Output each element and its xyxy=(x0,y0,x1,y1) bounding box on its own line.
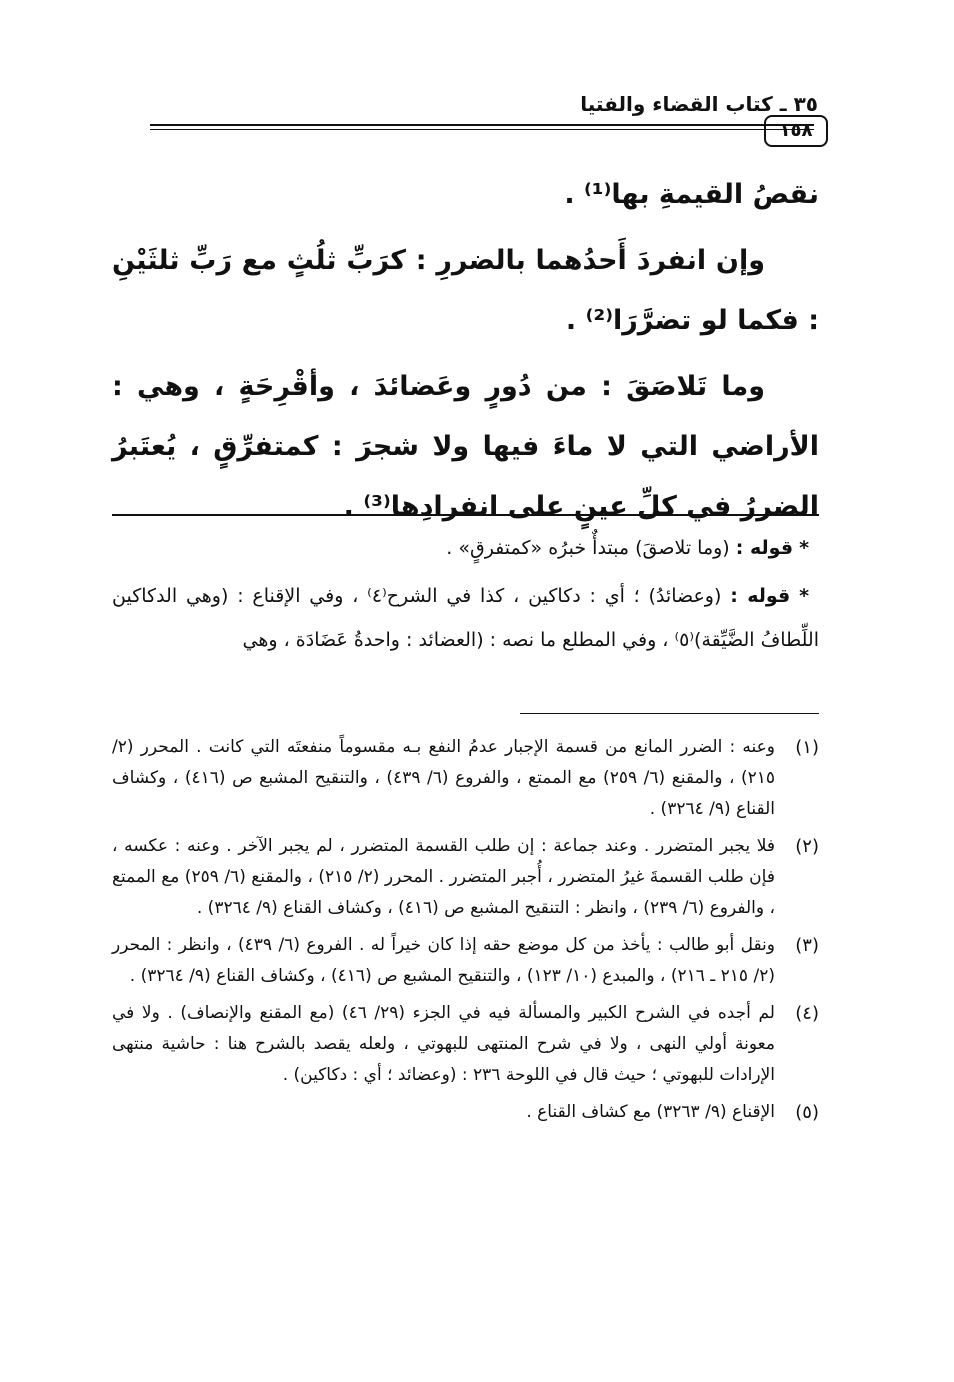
footnote-number: (٤) xyxy=(795,1003,819,1024)
footnote xyxy=(112,1097,819,1128)
footnote-number: (٣) xyxy=(795,935,819,956)
chapter-title: ٣٥ ـ كتاب القضاء والفتيا xyxy=(580,92,818,116)
commentary-item-1 xyxy=(112,526,819,570)
footnote-text: وعنه : الضرر المانع من قسمة الإجبار عدمُ النفع بـه مقسوماً منفعتَه التي كانت . المحرر (٢/ ٢١٥) ، والمقنع (٦/ ٢٥٩) مع الممتع ، والفروع (٦/ ٤٣٩) ، والتنقيح المشبع ص (٤١٦) ، وكشاف القناع (٩/ ٣٢٦٤) . xyxy=(112,737,776,819)
footnote xyxy=(112,998,819,1091)
footnote-number: (١) xyxy=(795,737,819,758)
commentary-label: قوله : xyxy=(730,585,791,607)
main-text xyxy=(112,165,819,537)
star-marker: * xyxy=(799,585,810,607)
footnote xyxy=(112,831,819,924)
star-marker: * xyxy=(799,537,809,559)
main-paragraph-2: وإن انفردَ أَحدُهما بالضررِ : كرَبِّ ثلُثٍ مع رَبِّ ثلثَيْنِ : فكما لو تضرَّرَا⁽²⁾ . xyxy=(112,245,819,336)
commentary-item-2 xyxy=(112,574,819,662)
footnote-text: فلا يجبر المتضرر . وعند جماعة : إن طلب القسمة المتضرر ، لم يجبر الآخر . وعنه : عكسه ، فإن طلب القسمةَ غيرُ المتضرر ، أُجبر المتضرر . المحرر (٢/ ٢١٥) ، والمقنع (٦/ ٢٥٩) مع الممتع ، والفروع (٦/ ٢٣٩) ، وانظر : التنقيح المشبع ص (٤١٦) ، وكشاف القناع (٩/ ٣٢٦٤) . xyxy=(112,836,775,918)
commentary-label: قوله : xyxy=(735,537,794,559)
footnotes xyxy=(112,732,819,1134)
footnote-text: لم أجده في الشرح الكبير والمسألة فيه في الجزء (٢٩/ ٤٦) (مع المقنع والإنصاف) . ولا في معونة أولي النهى ، ولا في شرح المنتهى للبهوتي ، ولعله يقصد بالشرح هنا : حاشية منتهى الإرادات للبهوتي ؛ حيث قال في اللوحة ٢٣٦ : (وعضائد ؛ أي : دكاكين) . xyxy=(112,1003,775,1085)
commentary-text: (وما تلاصقَ) مبتدأٌ خبرُه «كمتفرقٍ» . xyxy=(446,537,730,559)
header-rule-thin xyxy=(150,129,814,130)
header-rule xyxy=(150,124,814,126)
main-divider xyxy=(112,514,819,516)
page-number: ١٥٨ xyxy=(764,115,828,147)
footnote-number: (٥) xyxy=(795,1102,819,1123)
footnote xyxy=(112,732,819,825)
main-paragraph-1: نقصُ القيمةِ بها⁽¹⁾ . xyxy=(564,179,819,210)
commentary-text: (وعضائدُ) ؛ أي : دكاكين ، كذا في الشرح⁽٤⁾ ، وفي الإقناع : (وهي الدكاكين اللِّطافُ الضَّيِّقة)⁽٥⁾ ، وفي المطلع ما نصه : (العضائد : واحدةُ عَضَادَة ، وهي xyxy=(112,585,819,651)
footnote-divider xyxy=(520,713,819,714)
footnote-text: الإقناع (٩/ ٣٢٦٣) مع كشاف القناع . xyxy=(526,1102,775,1122)
commentary xyxy=(112,526,819,662)
footnote xyxy=(112,930,819,992)
main-paragraph-3: وما تَلاصَقَ : من دُورٍ وعَضائدَ ، وأقْرِحَةٍ ، وهي : الأراضي التي لا ماءَ فيها ولا شجرَ : كمتفرِّقٍ ، يُعتَبرُ الضررُ في كلِّ عينٍ على انفرادِها⁽³⁾ . xyxy=(112,371,819,522)
footnote-number: (٢) xyxy=(795,836,819,857)
footnote-text: ونقل أبو طالب : يأخذ من كل موضع حقه إذا كان خيراً له . الفروع (٦/ ٤٣٩) ، وانظر : المحرر (٢/ ٢١٥ ـ ٢١٦) ، والمبدع (١٠/ ١٢٣) ، والتنقيح المشبع ص (٤١٦) ، وكشاف القناع (٩/ ٣٢٦٤) . xyxy=(112,935,775,986)
